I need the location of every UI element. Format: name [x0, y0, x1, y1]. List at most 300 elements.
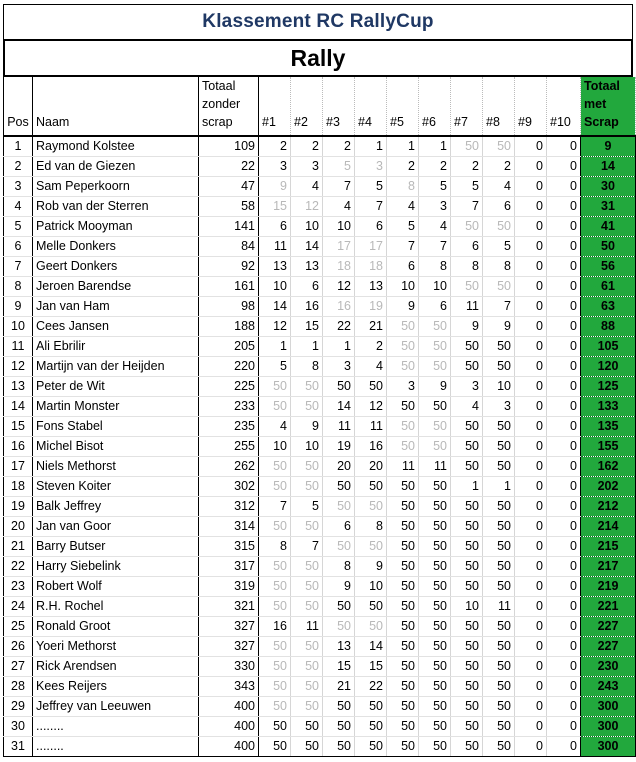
cell-name[interactable]: ........	[33, 717, 199, 737]
cell-race-6[interactable]: 50	[419, 437, 451, 457]
cell-race-9[interactable]: 0	[515, 157, 547, 177]
cell-race-5[interactable]: 50	[387, 497, 419, 517]
cell-name[interactable]: Kees Reijers	[33, 677, 199, 697]
cell-race-4[interactable]: 1	[355, 136, 387, 157]
cell-race-10[interactable]: 0	[547, 136, 581, 157]
cell-race-9[interactable]: 0	[515, 237, 547, 257]
cell-race-7[interactable]: 50	[451, 277, 483, 297]
cell-race-6[interactable]: 50	[419, 317, 451, 337]
cell-race-1[interactable]: 50	[259, 637, 291, 657]
cell-race-4[interactable]: 2	[355, 337, 387, 357]
cell-total-with-scrap[interactable]: 162	[581, 457, 636, 477]
cell-race-4[interactable]: 4	[355, 357, 387, 377]
cell-race-4[interactable]: 9	[355, 557, 387, 577]
cell-race-5[interactable]: 5	[387, 217, 419, 237]
cell-race-7[interactable]: 50	[451, 217, 483, 237]
cell-race-6[interactable]: 50	[419, 677, 451, 697]
cell-total-with-scrap[interactable]: 135	[581, 417, 636, 437]
cell-race-9[interactable]: 0	[515, 277, 547, 297]
cell-race-2[interactable]: 50	[291, 377, 323, 397]
cell-name[interactable]: Jeroen Barendse	[33, 277, 199, 297]
cell-race-5[interactable]: 50	[387, 637, 419, 657]
cell-race-5[interactable]: 11	[387, 457, 419, 477]
cell-race-8[interactable]: 50	[483, 737, 515, 757]
cell-total-with-scrap[interactable]: 219	[581, 577, 636, 597]
cell-total-with-scrap[interactable]: 41	[581, 217, 636, 237]
cell-race-9[interactable]: 0	[515, 357, 547, 377]
cell-race-3[interactable]: 50	[323, 617, 355, 637]
cell-total-with-scrap[interactable]: 30	[581, 177, 636, 197]
cell-race-1[interactable]: 14	[259, 297, 291, 317]
cell-pos[interactable]: 7	[4, 257, 33, 277]
cell-race-7[interactable]: 10	[451, 597, 483, 617]
cell-total-without-scrap[interactable]: 220	[199, 357, 259, 377]
cell-race-10[interactable]: 0	[547, 537, 581, 557]
cell-race-9[interactable]: 0	[515, 457, 547, 477]
cell-race-3[interactable]: 3	[323, 357, 355, 377]
cell-total-without-scrap[interactable]: 205	[199, 337, 259, 357]
cell-name[interactable]: Jan van Ham	[33, 297, 199, 317]
cell-total-without-scrap[interactable]: 233	[199, 397, 259, 417]
cell-race-7[interactable]: 50	[451, 677, 483, 697]
cell-name[interactable]: Sam Peperkoorn	[33, 177, 199, 197]
cell-total-with-scrap[interactable]: 120	[581, 357, 636, 377]
cell-pos[interactable]: 29	[4, 697, 33, 717]
cell-race-10[interactable]: 0	[547, 337, 581, 357]
cell-race-2[interactable]: 5	[291, 497, 323, 517]
cell-race-1[interactable]: 6	[259, 217, 291, 237]
cell-race-8[interactable]: 50	[483, 497, 515, 517]
cell-name[interactable]: Peter de Wit	[33, 377, 199, 397]
cell-total-without-scrap[interactable]: 58	[199, 197, 259, 217]
cell-race-10[interactable]: 0	[547, 597, 581, 617]
cell-race-10[interactable]: 0	[547, 357, 581, 377]
cell-pos[interactable]: 3	[4, 177, 33, 197]
cell-race-8[interactable]: 50	[483, 136, 515, 157]
cell-race-6[interactable]: 3	[419, 197, 451, 217]
cell-race-1[interactable]: 9	[259, 177, 291, 197]
cell-total-with-scrap[interactable]: 56	[581, 257, 636, 277]
cell-name[interactable]: Ali Ebrilir	[33, 337, 199, 357]
cell-race-2[interactable]: 50	[291, 597, 323, 617]
cell-race-9[interactable]: 0	[515, 197, 547, 217]
cell-race-7[interactable]: 9	[451, 317, 483, 337]
cell-race-8[interactable]: 50	[483, 517, 515, 537]
cell-name[interactable]: Melle Donkers	[33, 237, 199, 257]
cell-total-with-scrap[interactable]: 300	[581, 717, 636, 737]
cell-pos[interactable]: 24	[4, 597, 33, 617]
cell-race-9[interactable]: 0	[515, 677, 547, 697]
cell-race-7[interactable]: 7	[451, 197, 483, 217]
cell-race-6[interactable]: 50	[419, 337, 451, 357]
cell-race-1[interactable]: 1	[259, 337, 291, 357]
cell-name[interactable]: Raymond Kolstee	[33, 136, 199, 157]
cell-race-1[interactable]: 50	[259, 397, 291, 417]
cell-name[interactable]: Rick Arendsen	[33, 657, 199, 677]
cell-race-8[interactable]: 50	[483, 577, 515, 597]
cell-total-with-scrap[interactable]: 88	[581, 317, 636, 337]
cell-race-8[interactable]: 7	[483, 297, 515, 317]
cell-race-1[interactable]: 13	[259, 257, 291, 277]
cell-race-9[interactable]: 0	[515, 637, 547, 657]
cell-race-8[interactable]: 5	[483, 237, 515, 257]
cell-race-1[interactable]: 50	[259, 737, 291, 757]
cell-race-8[interactable]: 1	[483, 477, 515, 497]
cell-race-6[interactable]: 5	[419, 177, 451, 197]
cell-pos[interactable]: 15	[4, 417, 33, 437]
cell-race-2[interactable]: 50	[291, 517, 323, 537]
cell-race-10[interactable]: 0	[547, 297, 581, 317]
cell-race-2[interactable]: 50	[291, 737, 323, 757]
cell-pos[interactable]: 8	[4, 277, 33, 297]
cell-total-without-scrap[interactable]: 262	[199, 457, 259, 477]
cell-race-8[interactable]: 50	[483, 357, 515, 377]
cell-total-with-scrap[interactable]: 221	[581, 597, 636, 617]
cell-race-3[interactable]: 50	[323, 597, 355, 617]
cell-race-7[interactable]: 50	[451, 737, 483, 757]
cell-race-4[interactable]: 50	[355, 597, 387, 617]
cell-race-10[interactable]: 0	[547, 417, 581, 437]
cell-race-5[interactable]: 50	[387, 337, 419, 357]
cell-race-7[interactable]: 50	[451, 437, 483, 457]
cell-race-2[interactable]: 10	[291, 217, 323, 237]
cell-race-7[interactable]: 50	[451, 136, 483, 157]
cell-race-3[interactable]: 20	[323, 457, 355, 477]
cell-name[interactable]: Ed van de Giezen	[33, 157, 199, 177]
cell-race-3[interactable]: 50	[323, 497, 355, 517]
cell-race-6[interactable]: 50	[419, 657, 451, 677]
cell-race-7[interactable]: 50	[451, 537, 483, 557]
cell-race-5[interactable]: 50	[387, 717, 419, 737]
cell-race-4[interactable]: 50	[355, 737, 387, 757]
cell-race-6[interactable]: 50	[419, 577, 451, 597]
cell-total-with-scrap[interactable]: 227	[581, 637, 636, 657]
cell-race-8[interactable]: 50	[483, 457, 515, 477]
cell-race-4[interactable]: 22	[355, 677, 387, 697]
cell-race-3[interactable]: 17	[323, 237, 355, 257]
cell-total-without-scrap[interactable]: 302	[199, 477, 259, 497]
cell-race-5[interactable]: 50	[387, 737, 419, 757]
cell-race-7[interactable]: 4	[451, 397, 483, 417]
cell-name[interactable]: Patrick Mooyman	[33, 217, 199, 237]
cell-race-1[interactable]: 2	[259, 136, 291, 157]
cell-race-1[interactable]: 3	[259, 157, 291, 177]
cell-race-6[interactable]: 50	[419, 617, 451, 637]
cell-name[interactable]: Harry Siebelink	[33, 557, 199, 577]
cell-race-6[interactable]: 50	[419, 737, 451, 757]
cell-race-7[interactable]: 50	[451, 457, 483, 477]
cell-race-8[interactable]: 9	[483, 317, 515, 337]
cell-race-2[interactable]: 7	[291, 537, 323, 557]
cell-race-8[interactable]: 8	[483, 257, 515, 277]
cell-race-6[interactable]: 50	[419, 537, 451, 557]
cell-race-10[interactable]: 0	[547, 577, 581, 597]
cell-race-1[interactable]: 50	[259, 557, 291, 577]
cell-race-4[interactable]: 50	[355, 617, 387, 637]
cell-total-without-scrap[interactable]: 314	[199, 517, 259, 537]
cell-race-10[interactable]: 0	[547, 277, 581, 297]
cell-race-6[interactable]: 50	[419, 477, 451, 497]
cell-total-with-scrap[interactable]: 214	[581, 517, 636, 537]
cell-race-1[interactable]: 12	[259, 317, 291, 337]
cell-name[interactable]: Cees Jansen	[33, 317, 199, 337]
cell-race-5[interactable]: 50	[387, 317, 419, 337]
cell-race-7[interactable]: 50	[451, 617, 483, 637]
cell-race-2[interactable]: 50	[291, 397, 323, 417]
cell-race-9[interactable]: 0	[515, 136, 547, 157]
cell-total-with-scrap[interactable]: 230	[581, 657, 636, 677]
cell-race-8[interactable]: 50	[483, 617, 515, 637]
cell-race-9[interactable]: 0	[515, 377, 547, 397]
cell-race-2[interactable]: 14	[291, 237, 323, 257]
cell-race-4[interactable]: 50	[355, 537, 387, 557]
cell-race-10[interactable]: 0	[547, 477, 581, 497]
cell-race-5[interactable]: 50	[387, 397, 419, 417]
cell-race-7[interactable]: 2	[451, 157, 483, 177]
cell-race-6[interactable]: 8	[419, 257, 451, 277]
cell-total-without-scrap[interactable]: 47	[199, 177, 259, 197]
cell-pos[interactable]: 31	[4, 737, 33, 757]
cell-race-4[interactable]: 5	[355, 177, 387, 197]
cell-total-without-scrap[interactable]: 98	[199, 297, 259, 317]
cell-race-8[interactable]: 50	[483, 537, 515, 557]
cell-total-without-scrap[interactable]: 315	[199, 537, 259, 557]
cell-race-10[interactable]: 0	[547, 157, 581, 177]
cell-race-8[interactable]: 6	[483, 197, 515, 217]
cell-pos[interactable]: 10	[4, 317, 33, 337]
cell-race-9[interactable]: 0	[515, 417, 547, 437]
cell-race-6[interactable]: 1	[419, 136, 451, 157]
cell-race-7[interactable]: 50	[451, 637, 483, 657]
cell-race-1[interactable]: 7	[259, 497, 291, 517]
cell-total-without-scrap[interactable]: 255	[199, 437, 259, 457]
cell-total-without-scrap[interactable]: 84	[199, 237, 259, 257]
cell-race-2[interactable]: 50	[291, 717, 323, 737]
cell-pos[interactable]: 25	[4, 617, 33, 637]
cell-name[interactable]: Martijn van der Heijden	[33, 357, 199, 377]
cell-race-10[interactable]: 0	[547, 637, 581, 657]
cell-race-3[interactable]: 14	[323, 397, 355, 417]
cell-race-10[interactable]: 0	[547, 237, 581, 257]
cell-total-with-scrap[interactable]: 133	[581, 397, 636, 417]
cell-race-10[interactable]: 0	[547, 517, 581, 537]
cell-name[interactable]: Geert Donkers	[33, 257, 199, 277]
cell-race-6[interactable]: 9	[419, 377, 451, 397]
cell-race-3[interactable]: 50	[323, 717, 355, 737]
cell-race-9[interactable]: 0	[515, 477, 547, 497]
cell-race-4[interactable]: 16	[355, 437, 387, 457]
cell-name[interactable]: Jeffrey van Leeuwen	[33, 697, 199, 717]
cell-race-3[interactable]: 22	[323, 317, 355, 337]
cell-race-1[interactable]: 5	[259, 357, 291, 377]
cell-race-9[interactable]: 0	[515, 437, 547, 457]
cell-race-9[interactable]: 0	[515, 257, 547, 277]
cell-race-10[interactable]: 0	[547, 677, 581, 697]
cell-race-10[interactable]: 0	[547, 557, 581, 577]
cell-race-9[interactable]: 0	[515, 697, 547, 717]
cell-race-5[interactable]: 50	[387, 657, 419, 677]
cell-total-with-scrap[interactable]: 14	[581, 157, 636, 177]
cell-race-3[interactable]: 21	[323, 677, 355, 697]
cell-race-3[interactable]: 50	[323, 737, 355, 757]
cell-race-3[interactable]: 1	[323, 337, 355, 357]
cell-name[interactable]: Martin Monster	[33, 397, 199, 417]
cell-name[interactable]: ........	[33, 737, 199, 757]
cell-race-8[interactable]: 50	[483, 717, 515, 737]
cell-race-2[interactable]: 8	[291, 357, 323, 377]
cell-race-2[interactable]: 50	[291, 577, 323, 597]
cell-race-9[interactable]: 0	[515, 557, 547, 577]
cell-race-8[interactable]: 11	[483, 597, 515, 617]
cell-race-1[interactable]: 8	[259, 537, 291, 557]
cell-race-7[interactable]: 11	[451, 297, 483, 317]
cell-name[interactable]: R.H. Rochel	[33, 597, 199, 617]
cell-race-9[interactable]: 0	[515, 597, 547, 617]
cell-name[interactable]: Barry Butser	[33, 537, 199, 557]
cell-total-without-scrap[interactable]: 330	[199, 657, 259, 677]
cell-race-1[interactable]: 4	[259, 417, 291, 437]
cell-race-5[interactable]: 7	[387, 237, 419, 257]
cell-total-without-scrap[interactable]: 92	[199, 257, 259, 277]
cell-pos[interactable]: 26	[4, 637, 33, 657]
cell-race-3[interactable]: 7	[323, 177, 355, 197]
cell-race-10[interactable]: 0	[547, 697, 581, 717]
cell-race-7[interactable]: 5	[451, 177, 483, 197]
cell-race-9[interactable]: 0	[515, 537, 547, 557]
cell-race-5[interactable]: 50	[387, 357, 419, 377]
cell-total-with-scrap[interactable]: 215	[581, 537, 636, 557]
cell-race-8[interactable]: 50	[483, 677, 515, 697]
cell-race-3[interactable]: 11	[323, 417, 355, 437]
cell-race-3[interactable]: 10	[323, 217, 355, 237]
cell-pos[interactable]: 18	[4, 477, 33, 497]
cell-race-10[interactable]: 0	[547, 657, 581, 677]
cell-race-2[interactable]: 50	[291, 457, 323, 477]
cell-race-3[interactable]: 50	[323, 477, 355, 497]
cell-pos[interactable]: 17	[4, 457, 33, 477]
cell-total-without-scrap[interactable]: 400	[199, 717, 259, 737]
cell-name[interactable]: Robert Wolf	[33, 577, 199, 597]
cell-total-with-scrap[interactable]: 31	[581, 197, 636, 217]
cell-pos[interactable]: 20	[4, 517, 33, 537]
cell-race-4[interactable]: 10	[355, 577, 387, 597]
cell-total-without-scrap[interactable]: 225	[199, 377, 259, 397]
cell-race-5[interactable]: 8	[387, 177, 419, 197]
cell-race-9[interactable]: 0	[515, 517, 547, 537]
cell-race-10[interactable]: 0	[547, 197, 581, 217]
cell-name[interactable]: Rob van der Sterren	[33, 197, 199, 217]
cell-total-without-scrap[interactable]: 327	[199, 637, 259, 657]
cell-total-with-scrap[interactable]: 217	[581, 557, 636, 577]
cell-race-5[interactable]: 50	[387, 697, 419, 717]
cell-race-1[interactable]: 50	[259, 697, 291, 717]
cell-total-without-scrap[interactable]: 188	[199, 317, 259, 337]
cell-race-10[interactable]: 0	[547, 377, 581, 397]
cell-total-with-scrap[interactable]: 63	[581, 297, 636, 317]
cell-race-3[interactable]: 50	[323, 537, 355, 557]
cell-race-9[interactable]: 0	[515, 337, 547, 357]
cell-race-8[interactable]: 3	[483, 397, 515, 417]
cell-race-7[interactable]: 3	[451, 377, 483, 397]
cell-race-10[interactable]: 0	[547, 717, 581, 737]
cell-race-8[interactable]: 50	[483, 637, 515, 657]
cell-pos[interactable]: 19	[4, 497, 33, 517]
cell-race-5[interactable]: 50	[387, 477, 419, 497]
cell-race-1[interactable]: 50	[259, 377, 291, 397]
cell-race-8[interactable]: 10	[483, 377, 515, 397]
cell-race-6[interactable]: 50	[419, 717, 451, 737]
cell-race-5[interactable]: 50	[387, 577, 419, 597]
cell-race-3[interactable]: 12	[323, 277, 355, 297]
cell-race-5[interactable]: 2	[387, 157, 419, 177]
cell-race-4[interactable]: 50	[355, 697, 387, 717]
cell-name[interactable]: Ronald Groot	[33, 617, 199, 637]
cell-race-3[interactable]: 18	[323, 257, 355, 277]
cell-race-5[interactable]: 50	[387, 437, 419, 457]
cell-race-8[interactable]: 2	[483, 157, 515, 177]
cell-race-6[interactable]: 50	[419, 417, 451, 437]
cell-total-with-scrap[interactable]: 300	[581, 697, 636, 717]
cell-pos[interactable]: 13	[4, 377, 33, 397]
cell-race-2[interactable]: 50	[291, 557, 323, 577]
cell-race-7[interactable]: 50	[451, 417, 483, 437]
cell-race-3[interactable]: 6	[323, 517, 355, 537]
cell-race-3[interactable]: 8	[323, 557, 355, 577]
cell-race-9[interactable]: 0	[515, 217, 547, 237]
cell-race-6[interactable]: 50	[419, 517, 451, 537]
cell-race-6[interactable]: 50	[419, 597, 451, 617]
cell-race-1[interactable]: 50	[259, 597, 291, 617]
cell-race-5[interactable]: 50	[387, 677, 419, 697]
cell-race-2[interactable]: 50	[291, 637, 323, 657]
cell-race-4[interactable]: 15	[355, 657, 387, 677]
cell-race-5[interactable]: 6	[387, 257, 419, 277]
cell-race-1[interactable]: 15	[259, 197, 291, 217]
cell-total-without-scrap[interactable]: 312	[199, 497, 259, 517]
cell-pos[interactable]: 9	[4, 297, 33, 317]
cell-race-2[interactable]: 15	[291, 317, 323, 337]
cell-total-with-scrap[interactable]: 155	[581, 437, 636, 457]
cell-total-without-scrap[interactable]: 327	[199, 617, 259, 637]
cell-race-5[interactable]: 50	[387, 557, 419, 577]
cell-race-5[interactable]: 50	[387, 597, 419, 617]
cell-total-with-scrap[interactable]: 227	[581, 617, 636, 637]
cell-race-1[interactable]: 50	[259, 517, 291, 537]
cell-pos[interactable]: 21	[4, 537, 33, 557]
cell-pos[interactable]: 11	[4, 337, 33, 357]
cell-race-2[interactable]: 9	[291, 417, 323, 437]
cell-name[interactable]: Michel Bisot	[33, 437, 199, 457]
cell-race-1[interactable]: 50	[259, 677, 291, 697]
cell-total-without-scrap[interactable]: 22	[199, 157, 259, 177]
cell-race-10[interactable]: 0	[547, 317, 581, 337]
cell-race-2[interactable]: 50	[291, 657, 323, 677]
cell-race-6[interactable]: 6	[419, 297, 451, 317]
cell-total-without-scrap[interactable]: 317	[199, 557, 259, 577]
cell-race-6[interactable]: 50	[419, 697, 451, 717]
cell-race-8[interactable]: 50	[483, 557, 515, 577]
cell-race-6[interactable]: 50	[419, 397, 451, 417]
cell-race-5[interactable]: 50	[387, 617, 419, 637]
cell-name[interactable]: Niels Methorst	[33, 457, 199, 477]
cell-race-4[interactable]: 6	[355, 217, 387, 237]
cell-race-8[interactable]: 50	[483, 697, 515, 717]
cell-pos[interactable]: 6	[4, 237, 33, 257]
cell-total-without-scrap[interactable]: 343	[199, 677, 259, 697]
cell-total-without-scrap[interactable]: 400	[199, 737, 259, 757]
cell-race-6[interactable]: 50	[419, 357, 451, 377]
cell-race-7[interactable]: 6	[451, 237, 483, 257]
